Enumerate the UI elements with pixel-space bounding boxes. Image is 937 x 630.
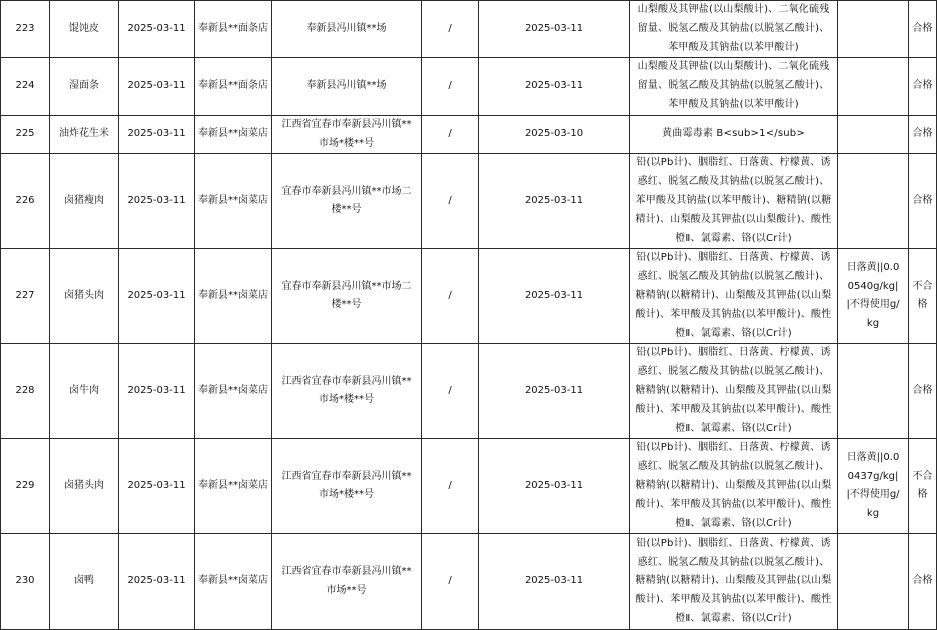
test-items-cell: 铅(以Pb计)、胭脂红、日落黄、柠檬黄、诱惑红、脱氢乙酸及其钠盐(以脱氢乙酸计)、糖精钠(以糖精计)、山梨酸及其钾盐(以山梨酸计)、苯甲酸及其钠盐(以苯甲酸计)、酸性橙Ⅱ、氯霉素、铬(以Cr计) (630, 439, 838, 534)
test-items-cell: 山梨酸及其钾盐(以山梨酸计)、二氧化硫残留量、脱氢乙酸及其钠盐(以脱氢乙酸计)、苯甲酸及其钠盐(以苯甲酸计) (630, 58, 838, 115)
table-row (1, 534, 937, 630)
spec-cell: / (422, 249, 479, 344)
result-cell: 合格 (909, 154, 937, 249)
inspect-date-cell: 2025-03-11 (479, 534, 630, 630)
spec-cell: / (422, 58, 479, 115)
row-number-cell: 225 (1, 115, 50, 154)
address-cell: 江西省宜春市奉新县冯川镇**市场*楼**号 (272, 344, 422, 439)
production-date-cell: 2025-03-11 (119, 1, 195, 58)
producer-cell: 奉新县**面条店 (195, 58, 272, 115)
product-name-cell: 馄饨皮 (50, 1, 119, 58)
test-items-cell: 铅(以Pb计)、胭脂红、日落黄、柠檬黄、诱惑红、脱氢乙酸及其钠盐(以脱氢乙酸计)、糖精钠(以糖精计)、山梨酸及其钾盐(以山梨酸计)、苯甲酸及其钠盐(以苯甲酸计)、酸性橙Ⅱ、氯霉素、铬(以Cr计) (630, 534, 838, 630)
row-number-cell: 229 (1, 439, 50, 534)
spec-cell: / (422, 534, 479, 630)
spec-cell: / (422, 115, 479, 154)
table-row (1, 439, 937, 534)
product-name-cell: 油炸花生米 (50, 115, 119, 154)
production-date-cell: 2025-03-11 (119, 534, 195, 630)
production-date-cell: 2025-03-11 (119, 249, 195, 344)
producer-cell: 奉新县**卤菜店 (195, 439, 272, 534)
inspect-date-cell: 2025-03-11 (479, 1, 630, 58)
product-name-cell: 卤猪瘦肉 (50, 154, 119, 249)
product-name-cell: 卤鸭 (50, 534, 119, 630)
producer-cell: 奉新县**卤菜店 (195, 115, 272, 154)
row-number-cell: 230 (1, 534, 50, 630)
producer-cell: 奉新县**面条店 (195, 1, 272, 58)
production-date-cell: 2025-03-11 (119, 439, 195, 534)
test-items-cell: 铅(以Pb计)、胭脂红、日落黄、柠檬黄、诱惑红、脱氢乙酸及其钠盐(以脱氢乙酸计)、糖精钠(以糖精计)、山梨酸及其钾盐(以山梨酸计)、苯甲酸及其钠盐(以苯甲酸计)、酸性橙Ⅱ、氯霉素、铬(以Cr计) (630, 249, 838, 344)
product-name-cell: 卤牛肉 (50, 344, 119, 439)
row-number-cell: 223 (1, 1, 50, 58)
inspect-date-cell: 2025-03-11 (479, 344, 630, 439)
producer-cell: 奉新县**卤菜店 (195, 534, 272, 630)
result-cell: 合格 (909, 534, 937, 630)
inspect-date-cell: 2025-03-10 (479, 115, 630, 154)
producer-cell: 奉新县**卤菜店 (195, 344, 272, 439)
inspect-date-cell: 2025-03-11 (479, 249, 630, 344)
table-row (1, 154, 937, 249)
result-cell: 合格 (909, 344, 937, 439)
production-date-cell: 2025-03-11 (119, 344, 195, 439)
unqualified-items-cell (838, 344, 909, 439)
table-row (1, 58, 937, 115)
unqualified-items-cell (838, 154, 909, 249)
test-items-cell: 黄曲霉毒素 B<sub>1</sub> (630, 115, 838, 154)
address-cell: 江西省宜春市奉新县冯川镇**市场*楼**号 (272, 439, 422, 534)
table-row (1, 115, 937, 154)
unqualified-items-cell: 日落黄||0.00540g/kg||不得使用g/kg (838, 249, 909, 344)
spec-cell: / (422, 1, 479, 58)
row-number-cell: 226 (1, 154, 50, 249)
address-cell: 宜春市奉新县冯川镇**市场二楼**号 (272, 154, 422, 249)
address-cell: 江西省宜春市奉新县冯川镇**市场**号 (272, 534, 422, 630)
table-row (1, 1, 937, 58)
product-name-cell: 卤猪头肉 (50, 249, 119, 344)
spec-cell: / (422, 344, 479, 439)
result-cell: 不合格 (909, 439, 937, 534)
row-number-cell: 227 (1, 249, 50, 344)
inspect-date-cell: 2025-03-11 (479, 439, 630, 534)
table-row (1, 344, 937, 439)
producer-cell: 奉新县**卤菜店 (195, 249, 272, 344)
address-cell: 奉新县冯川镇**场 (272, 58, 422, 115)
address-cell: 江西省宜春市奉新县冯川镇**市场*楼**号 (272, 115, 422, 154)
inspect-date-cell: 2025-03-11 (479, 154, 630, 249)
result-cell: 合格 (909, 1, 937, 58)
unqualified-items-cell (838, 58, 909, 115)
unqualified-items-cell: 日落黄||0.00437g/kg||不得使用g/kg (838, 439, 909, 534)
production-date-cell: 2025-03-11 (119, 154, 195, 249)
row-number-cell: 224 (1, 58, 50, 115)
row-number-cell: 228 (1, 344, 50, 439)
production-date-cell: 2025-03-11 (119, 58, 195, 115)
address-cell: 宜春市奉新县冯川镇**市场二楼**号 (272, 249, 422, 344)
test-items-cell: 山梨酸及其钾盐(以山梨酸计)、二氧化硫残留量、脱氢乙酸及其钠盐(以脱氢乙酸计)、苯甲酸及其钠盐(以苯甲酸计) (630, 1, 838, 58)
producer-cell: 奉新县**卤菜店 (195, 154, 272, 249)
product-name-cell: 卤猪头肉 (50, 439, 119, 534)
unqualified-items-cell (838, 1, 909, 58)
address-cell: 奉新县冯川镇**场 (272, 1, 422, 58)
result-cell: 合格 (909, 115, 937, 154)
unqualified-items-cell (838, 534, 909, 630)
spec-cell: / (422, 439, 479, 534)
product-name-cell: 湿面条 (50, 58, 119, 115)
inspect-date-cell: 2025-03-11 (479, 58, 630, 115)
spec-cell: / (422, 154, 479, 249)
production-date-cell: 2025-03-11 (119, 115, 195, 154)
unqualified-items-cell (838, 115, 909, 154)
test-items-cell: 铅(以Pb计)、胭脂红、日落黄、柠檬黄、诱惑红、脱氢乙酸及其钠盐(以脱氢乙酸计)、苯甲酸及其钠盐(以苯甲酸计)、糖精钠(以糖精计)、山梨酸及其钾盐(以山梨酸计)、酸性橙Ⅱ、氯霉素、铬(以Cr计) (630, 154, 838, 249)
test-items-cell: 铅(以Pb计)、胭脂红、日落黄、柠檬黄、诱惑红、脱氢乙酸及其钠盐(以脱氢乙酸计)、糖精钠(以糖精计)、山梨酸及其钾盐(以山梨酸计)、苯甲酸及其钠盐(以苯甲酸计)、酸性橙Ⅱ、氯霉素、铬(以Cr计) (630, 344, 838, 439)
result-cell: 不合格 (909, 249, 937, 344)
result-cell: 合格 (909, 58, 937, 115)
table-row (1, 249, 937, 344)
